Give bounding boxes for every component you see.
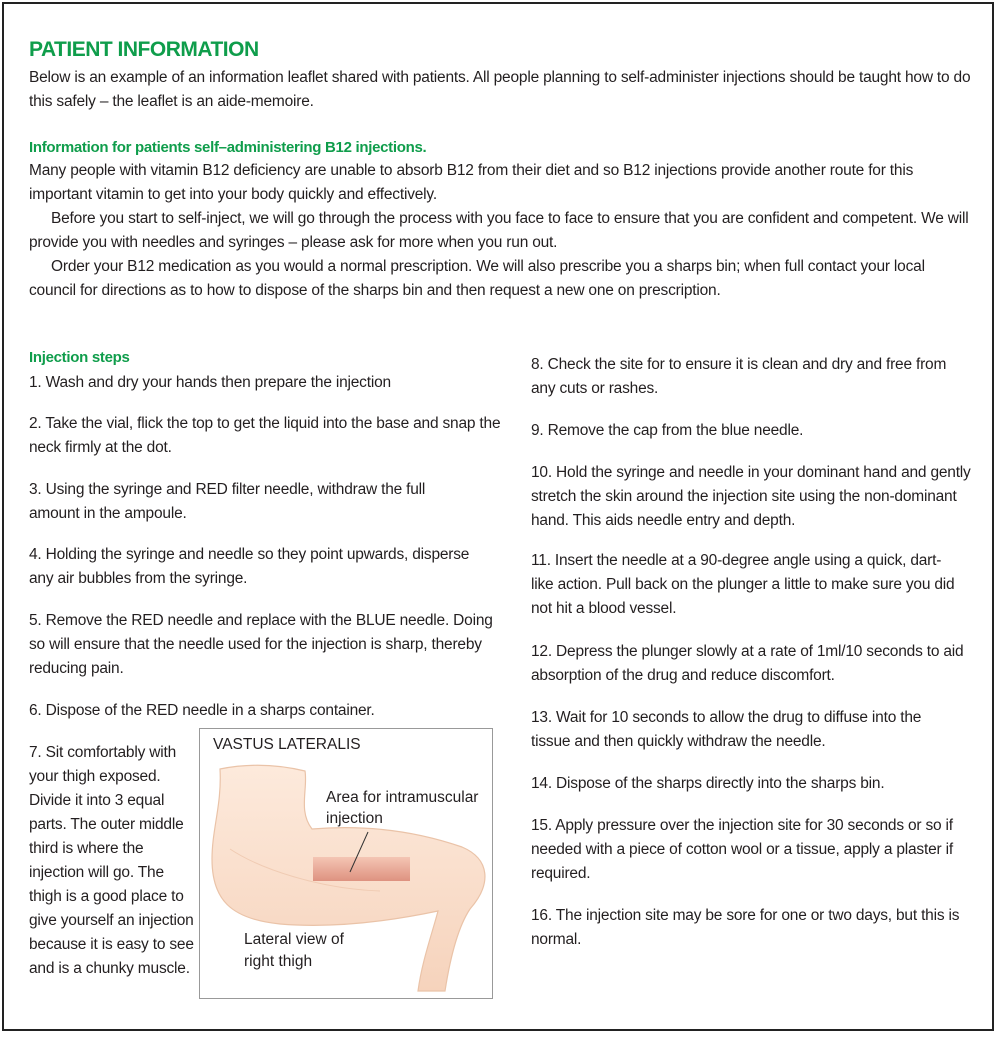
step-item: 1. Wash and dry your hands then prepare the injection bbox=[29, 374, 391, 391]
info-para-2: Before you start to self-inject, we will go through the process with you face to face to ensure that you are confident and competent. We will provide you with needles and syringes – please ask for more when you run out. bbox=[29, 210, 969, 251]
info-para-3: Order your B12 medication as you would a normal prescription. We will also prescribe you a sharps bin; when full contact your local council for directions as to how to dispose of the sharps bin and then request a new one on prescription. bbox=[29, 258, 925, 299]
step-item: 12. Depress the plunger slowly at a rate of 1ml/10 seconds to aid absorption of the drug and reduce discomfort. bbox=[531, 643, 964, 684]
step-item: 5. Remove the RED needle and replace with the BLUE needle. Doing so will ensure that the needle used for the injection is sharp, thereby reducing pain. bbox=[29, 612, 493, 677]
view-label-line-1: Lateral view of bbox=[244, 931, 344, 948]
step-item: 6. Dispose of the RED needle in a sharps container. bbox=[29, 702, 375, 719]
step-item: 2. Take the vial, flick the top to get the liquid into the base and snap the neck firmly at the dot. bbox=[29, 415, 501, 456]
step-item: 7. Sit comfortably with your thigh exposed. Divide it into 3 equal parts. The outer middle third is where the injection will go. The thigh is a good place to give yourself an injection because it is easy to see and is a chunky muscle. bbox=[29, 744, 194, 977]
step-item: 10. Hold the syringe and needle in your dominant hand and gently stretch the skin around the injection site using the non-dominant hand. This aids needle entry and depth. bbox=[531, 464, 971, 529]
step-item: 9. Remove the cap from the blue needle. bbox=[531, 422, 804, 439]
intro-text: Below is an example of an information leaflet shared with patients. All people planning to self-administer injections should be taught how to do this safely – the leaflet is an aide-memoire. bbox=[29, 69, 971, 110]
info-para-1: Many people with vitamin B12 deficiency are unable to absorb B12 from their diet and so B12 injections provide another route for this important vitamin to get into your body quickly and effectively. bbox=[29, 162, 914, 203]
step-item: 3. Using the syringe and RED filter needle, withdraw the full amount in the ampoule. bbox=[29, 481, 426, 522]
step-item: 8. Check the site for to ensure it is clean and dry and free from any cuts or rashes. bbox=[531, 356, 947, 397]
figure-title: VASTUS LATERALIS bbox=[213, 736, 361, 753]
step-item: 4. Holding the syringe and needle so they point upwards, disperse any air bubbles from the syringe. bbox=[29, 546, 470, 587]
steps-heading: Injection steps bbox=[29, 349, 130, 366]
view-label-line-2: right thigh bbox=[244, 953, 313, 970]
area-label-line-1: Area for intramuscular bbox=[326, 789, 479, 806]
step-item: 13. Wait for 10 seconds to allow the drug to diffuse into the tissue and then quickly withdraw the needle. bbox=[531, 709, 922, 750]
info-heading: Information for patients self–administering B12 injections. bbox=[29, 139, 427, 156]
step-item: 16. The injection site may be sore for one or two days, but this is normal. bbox=[531, 907, 960, 948]
thigh-diagram bbox=[199, 728, 493, 999]
page-title: PATIENT INFORMATION bbox=[29, 38, 259, 61]
step-item: 14. Dispose of the sharps directly into the sharps bin. bbox=[531, 775, 885, 792]
area-label-line-2: injection bbox=[326, 810, 383, 827]
step-item: 11. Insert the needle at a 90-degree angle using a quick, dart-like action. Pull back on the plunger a little to make sure you did not hit a blood vessel. bbox=[531, 552, 955, 617]
step-item: 15. Apply pressure over the injection site for 30 seconds or so if needed with a piece of cotton wool or a tissue, apply a plaster if required. bbox=[531, 817, 953, 882]
